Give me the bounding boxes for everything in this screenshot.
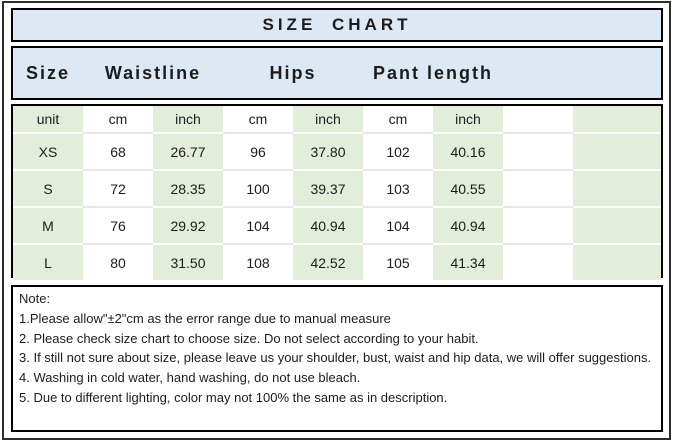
value-cell: 39.37 [293, 169, 363, 206]
value-cell: 40.16 [433, 132, 503, 169]
size-cell: L [13, 243, 83, 280]
value-cell: 105 [363, 243, 433, 280]
size-header-row [11, 46, 663, 100]
size-cell: XS [13, 132, 83, 169]
value-cell: 42.52 [293, 243, 363, 280]
header-waistline: Waistline [104, 62, 202, 83]
value-cell: 28.35 [153, 169, 223, 206]
size-table [11, 104, 663, 278]
value-cell: 96 [223, 132, 293, 169]
value-cell: 29.92 [153, 206, 223, 243]
value-cell: 80 [83, 243, 153, 280]
value-cell: 100 [223, 169, 293, 206]
note-item: 3. If still not sure about size, please leave us your shoulder, bust, waist and hip data, we will offer suggestions. [19, 350, 652, 366]
empty-cell [573, 206, 661, 243]
size-cell: S [13, 169, 83, 206]
unit-cell: inch [433, 106, 503, 132]
empty-cell [573, 106, 661, 132]
empty-cell [503, 132, 573, 169]
value-cell: 26.77 [153, 132, 223, 169]
value-cell: 41.34 [433, 243, 503, 280]
value-cell: 40.94 [293, 206, 363, 243]
value-cell: 104 [223, 206, 293, 243]
value-cell: 72 [83, 169, 153, 206]
value-cell: 76 [83, 206, 153, 243]
value-cell: 40.94 [433, 206, 503, 243]
header-pant-length: Pant length [373, 62, 493, 83]
size-chart-title: SIZE CHART [11, 8, 663, 42]
empty-cell [503, 106, 573, 132]
note-item: 1.Please allow"±2"cm as the error range due to manual measure [19, 310, 391, 326]
empty-cell [503, 243, 573, 280]
value-cell: 102 [363, 132, 433, 169]
size-cell: M [13, 206, 83, 243]
notes-section [11, 285, 663, 432]
empty-cell [573, 243, 661, 280]
empty-cell [503, 169, 573, 206]
unit-cell: cm [363, 106, 433, 132]
header-size: Size [25, 62, 71, 83]
value-cell: 40.55 [433, 169, 503, 206]
size-chart-panel [2, 1, 671, 440]
unit-label-cell: unit [13, 106, 83, 132]
note-item: 5. Due to different lighting, color may not 100% the same as in description. [19, 389, 448, 405]
header-hips: Hips [269, 62, 317, 83]
unit-cell: inch [293, 106, 363, 132]
empty-cell [573, 132, 661, 169]
unit-cell: inch [153, 106, 223, 132]
value-cell: 104 [363, 206, 433, 243]
note-item: 4. Washing in cold water, hand washing, do not use bleach. [19, 370, 361, 386]
value-cell: 103 [363, 169, 433, 206]
value-cell: 68 [83, 132, 153, 169]
value-cell: 108 [223, 243, 293, 280]
empty-cell [503, 206, 573, 243]
note-item: 2. Please check size chart to choose size. Do not select according to your habit. [19, 330, 479, 346]
value-cell: 37.80 [293, 132, 363, 169]
notes-label: Note: [19, 291, 51, 306]
empty-cell [573, 169, 661, 206]
unit-cell: cm [83, 106, 153, 132]
unit-cell: cm [223, 106, 293, 132]
value-cell: 31.50 [153, 243, 223, 280]
